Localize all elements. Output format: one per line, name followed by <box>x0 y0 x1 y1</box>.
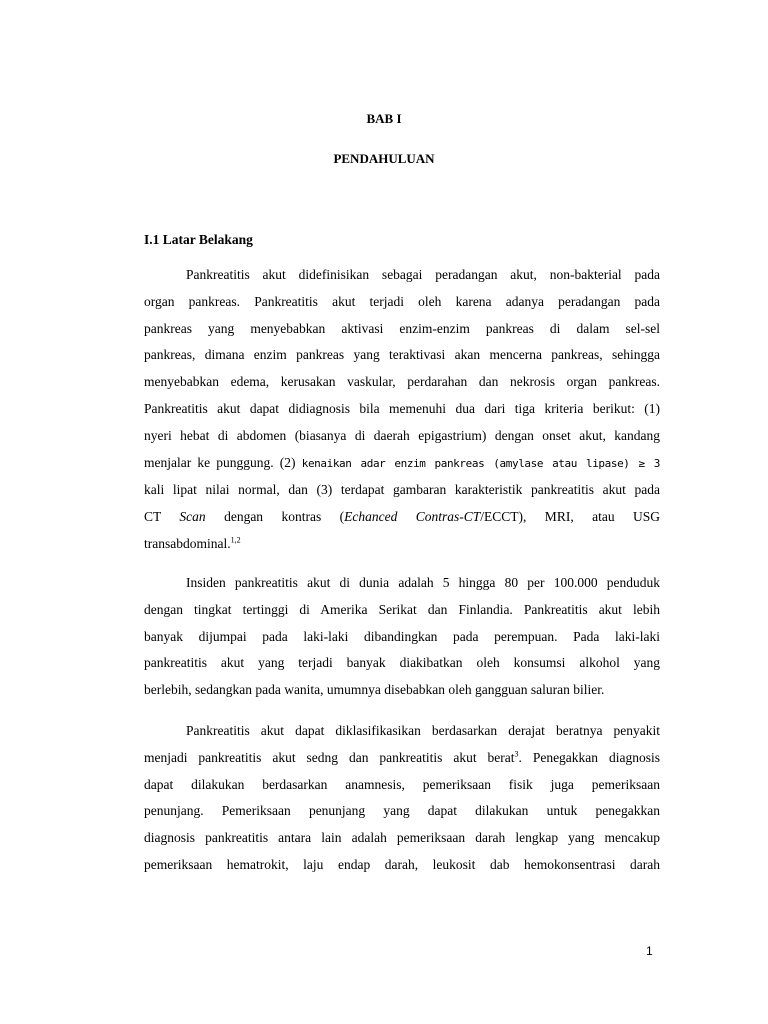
paragraph-line <box>144 450 660 478</box>
paragraph-line: dengan tingkat tertinggi di Amerika Serikat dan Finlandia. Pankreatitis akut lebih <box>144 601 660 617</box>
chapter-label: BAB I <box>366 111 402 126</box>
paragraph-line: pankreatitis akut yang terjadi banyak diakibatkan oleh konsumsi alkohol yang <box>144 655 660 671</box>
line-text: transabdominal. <box>144 535 231 551</box>
page-number: 1 <box>646 944 653 958</box>
paragraph-line: pankreas yang menyebabkan aktivasi enzim-enzim pankreas di dalam sel-sel <box>144 320 660 336</box>
paragraph-line: pemeriksaan hematrokit, laju endap darah, leukosit dab hemokonsentrasi darah <box>144 856 660 872</box>
paragraph-line <box>144 745 660 772</box>
paragraph-2 <box>144 570 660 704</box>
paragraph-line: organ pankreas. Pankreatitis akut terjadi oleh karena adanya peradangan pada <box>144 293 660 309</box>
italic-text: Echanced Contras-CT <box>344 509 481 525</box>
paragraph-line: Pankreatitis akut dapat didiagnosis bila memenuhi dua dari tiga kriteria berikut: (1) <box>144 400 660 416</box>
line-text: CT <box>144 509 180 525</box>
paragraph-line: dapat dilakukan berdasarkan anamnesis, pemeriksaan fisik juga pemeriksaan <box>144 776 660 792</box>
paragraph-line: penunjang. Pemeriksaan penunjang yang dapat dilakukan untuk penegakkan <box>144 803 660 819</box>
paragraph-line: kali lipat nilai normal, dan (3) terdapat gambaran karakteristik pankreatitis akut pada <box>144 482 660 498</box>
line-text: . Penegakkan diagnosis <box>518 749 660 765</box>
citation-superscript: 3 <box>514 749 519 759</box>
paragraph-line: pankreas, dimana enzim pankreas yang teraktivasi akan mencerna pankreas, sehingga <box>144 347 660 363</box>
paragraph-line <box>144 531 660 558</box>
line-text: /ECCT), MRI, atau USG <box>480 509 660 525</box>
paragraph-line: banyak dijumpai pada laki-laki dibandingkan pada perempuan. Pada laki-laki <box>144 628 660 644</box>
section-heading: I.1 Latar Belakang <box>144 232 253 247</box>
paragraph-line <box>144 504 660 531</box>
paragraph-1 <box>144 262 660 558</box>
citation-superscript: 1,2 <box>230 535 241 545</box>
paragraph-line: Insiden pankreatitis akut di dunia adalah 5 hingga 80 per 100.000 penduduk <box>186 575 660 590</box>
monospace-fragment: kenaikan adar enzim pankreas (amylase atau lipase) ≥ 3 <box>301 456 660 470</box>
paragraph-line: Pankreatitis akut didefinisikan sebagai peradangan akut, non-bakterial pada <box>186 267 660 282</box>
line-text: menjalar ke punggung. (2) <box>144 454 302 470</box>
paragraph-line: nyeri hebat di abdomen (biasanya di daerah epigastrium) dengan onset akut, kandang <box>144 427 660 443</box>
paragraph-line: berlebih, sedangkan pada wanita, umumnya disebabkan oleh gangguan saluran bilier. <box>144 682 605 698</box>
line-text: dengan kontras ( <box>205 509 345 525</box>
paragraph-3 <box>144 718 660 879</box>
line-text: menjadi pankreatitis akut sedng dan pankreatitis akut berat <box>144 749 515 765</box>
paragraph-line: diagnosis pankreatitis antara lain adalah pemeriksaan darah lengkap yang mencakup <box>144 830 660 846</box>
paragraph-line: menyebabkan edema, kerusakan vaskular, perdarahan dan nekrosis organ pankreas. <box>144 374 660 390</box>
paragraph-line: Pankreatitis akut dapat diklasifikasikan berdasarkan derajat beratnya penyakit <box>186 723 660 738</box>
chapter-title: PENDAHULUAN <box>333 151 435 166</box>
italic-text: Scan <box>179 509 206 525</box>
